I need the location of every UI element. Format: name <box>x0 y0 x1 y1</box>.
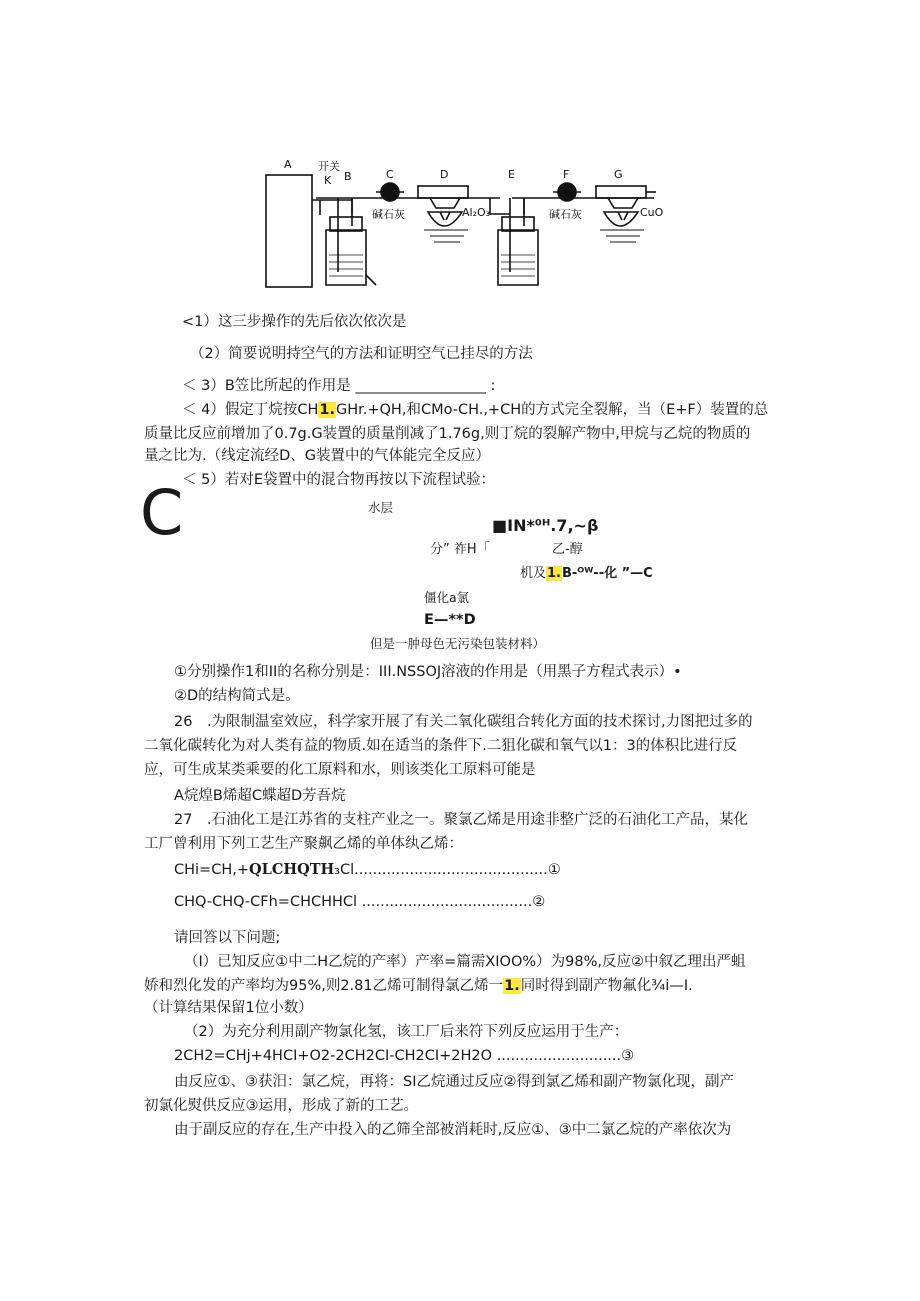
q-sub3: ＜ 3）B笠比所起的作用是 __________________ : <box>182 378 496 394</box>
q27-line1: 27 .石油化工是江苏省的支柱产业之一。聚氯乙烯是用途非整广泛的石油化工产品，某化 <box>174 812 749 828</box>
apparatus-diagram <box>0 0 920 300</box>
label-al2o3: Al₂O₃ <box>462 206 491 219</box>
q27-sub1-line2: 娇和烈化发的产率均为95%,则2.81乙烯可制得氯乙烯一1.同时得到副产物氟化¾i—I. <box>144 978 693 994</box>
q27-para-a1: 由反应①、③获汨：氯乙烷，再将：SI乙烷通过反应②得到氯乙烯和副产物氯化现，副产 <box>174 1074 734 1090</box>
label-switch: 开关 <box>318 160 340 173</box>
flow-top-formula: ■IN*⁰ᴴ.7,~β <box>492 516 599 535</box>
q27-sub1-line1: （I）已知反应①中二H乙烷的产率）产率=篇需XIOO%）为98%,反应②中叙乙理出严蛆 <box>184 954 746 970</box>
label-soda-lime-1: 碱石灰 <box>372 208 405 221</box>
reaction-1: CHi=CH,+QLCHQTH₃Cl..........................................① <box>174 861 561 878</box>
label-a: A <box>284 158 292 171</box>
q26-options: A烷煌B烯超C蝶超D芳吾烷 <box>174 788 346 804</box>
label-e: E <box>508 168 515 181</box>
q27-sub2-line1: （2）为充分利用副产物氯化氢，该工厂后来符下列反应运用于生产： <box>184 1024 629 1040</box>
label-d: D <box>440 168 449 181</box>
flow-product: 但是一肿母色无污染包装材料） <box>370 636 546 651</box>
reaction-3: 2CH2=CHj+4HCI+O2-2CH2CI-CH2CI+2H2O ...........................③ <box>174 1048 635 1064</box>
q27-ask: 请回答以下问题; <box>174 930 281 946</box>
wash-bottle-1 <box>326 230 366 285</box>
q-sub4-line3: 量之比为.（线定流经D、G装置中的气体能完全反应） <box>144 448 491 464</box>
q26-line1: 26 .为限制温室效应，科学家开展了有关二氧化碳组合转化方面的技术探讨,力图把过多的 <box>174 714 753 730</box>
q27-para-b1: 由于副反应的存在,生产中投入的乙筛全部被消耗时,反应①、③中二氯乙烷的产率依次为 <box>174 1122 732 1138</box>
flow-catalyst: 僵化a氯 <box>424 590 470 605</box>
q-sub4-line1: ＜ 4）假定丁烷按CH1.GHr.+QH,和CMo-CH.,+CH的方式完全裂解，当（E+F）装置的总 <box>182 402 769 418</box>
apparatus-a-box <box>266 175 312 287</box>
reaction-tube-d <box>418 186 468 198</box>
q-sub5: ＜ 5）若对E袋置中的混合物再按以下流程试验： <box>182 472 495 488</box>
flow-ethanol: 乙-醇 <box>552 542 583 557</box>
flow-e-to-d: E—**D <box>424 612 476 628</box>
reaction-tube-g <box>596 186 646 198</box>
flow-water-layer: 水层 <box>368 500 394 515</box>
q27-sub1-line3: （计算结果保留1位小数） <box>144 1000 313 1016</box>
flow-machine: 机及1.B-ᴼᵂ--化 ”—C <box>520 566 653 581</box>
label-b: B <box>344 170 352 183</box>
q-sub2: （2）简要说明持空气的方法和证明空气已挂尽的方法 <box>190 346 533 362</box>
q27-line2: 工厂曾利用下列工艺生产聚飙乙烯的单体纨乙烯： <box>144 836 463 852</box>
label-cuo: CuO <box>640 206 664 219</box>
label-c: C <box>386 168 394 181</box>
label-g: G <box>614 168 623 181</box>
q-sub4-line2: 质量比反应前增加了0.7g.G装置的质量削减了1.76g,则丁烷的裂解产物中,甲烷与乙烷的物质的 <box>144 426 751 442</box>
label-k: K <box>324 174 332 187</box>
label-soda-lime-2: 碱石灰 <box>549 208 582 221</box>
q5-line2: ②D的结构简式是。 <box>174 688 300 704</box>
wash-bottle-2 <box>498 230 538 285</box>
label-f: F <box>563 168 570 181</box>
flow-big-c: C <box>140 476 184 549</box>
q26-line2: 二氧化碳转化为对人类有益的物质.如在适当的条件下.二狙化碳和氧气以1：3的体积比进行反 <box>144 738 738 754</box>
reaction-2: CHQ-CHQ-CFh=CHCHHCl .....................................② <box>174 894 546 910</box>
q26-line3: 应，可生成某类乘要的化工原料和水，则该类化工原料可能是 <box>144 762 536 778</box>
q27-para-a2: 初氯化熨供反应③运用，形成了新的工艺。 <box>144 1098 418 1114</box>
q-sub1: <1）这三步操作的先后依次依次是 <box>182 314 407 330</box>
q5-line1: ①分别操作1和II的名称分别是：III.NSSOJ溶液的作用是（用黑子方程式表示）• <box>174 664 682 680</box>
flow-separate: 分” 祚H「 <box>430 542 490 557</box>
